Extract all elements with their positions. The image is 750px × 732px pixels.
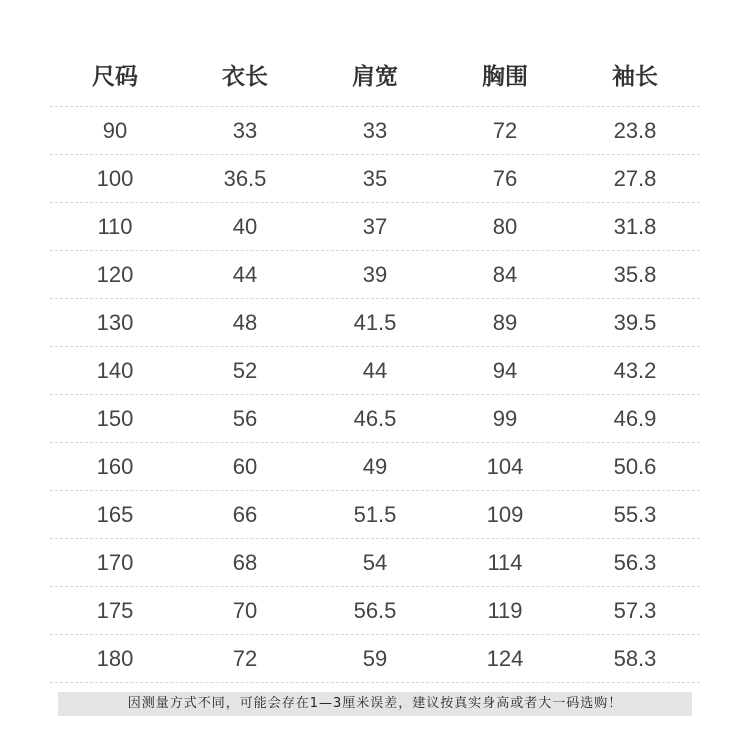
table-row [50,491,700,539]
cell-shoulder: 49 [362,453,388,479]
header-shoulder: 肩宽 [352,63,398,90]
cell-chest: 99 [492,405,518,431]
header-sleeve: 袖长 [612,63,658,90]
cell-sleeve: 35.8 [613,261,657,287]
cell-chest: 119 [487,597,523,623]
cell-length: 52 [232,357,258,383]
cell-sleeve: 57.3 [613,597,657,623]
cell-chest: 72 [492,117,518,143]
table-row [50,251,700,299]
cell-shoulder: 35 [362,165,388,191]
cell-length: 68 [232,549,258,575]
table-row [50,155,700,203]
measurement-note: 因测量方式不同，可能会存在1—3厘米误差，建议按真实身高或者大一码选购！ [58,692,692,716]
cell-sleeve: 43.2 [613,357,657,383]
table-row [50,443,700,491]
cell-shoulder: 54 [362,549,388,575]
cell-shoulder: 44 [362,357,388,383]
cell-sleeve: 46.9 [613,405,657,431]
cell-length: 72 [232,645,258,671]
table-row [50,203,700,251]
cell-chest: 109 [486,501,524,527]
header-chest: 胸围 [482,63,528,90]
table-row [50,107,700,155]
cell-sleeve: 58.3 [613,645,657,671]
cell-length: 70 [232,597,258,623]
cell-length: 33 [232,117,258,143]
cell-size: 165 [96,501,134,527]
cell-size: 110 [97,213,133,239]
cell-shoulder: 33 [362,117,388,143]
cell-sleeve: 31.8 [613,213,657,239]
header-size: 尺码 [92,63,138,90]
table-row [50,299,700,347]
cell-length: 36.5 [223,165,267,191]
cell-shoulder: 59 [362,645,388,671]
table-row [50,539,700,587]
cell-sleeve: 55.3 [613,501,657,527]
cell-length: 48 [232,309,258,335]
cell-length: 60 [232,453,258,479]
cell-sleeve: 56.3 [613,549,657,575]
cell-chest: 84 [492,261,518,287]
cell-size: 120 [96,261,134,287]
cell-chest: 80 [492,213,518,239]
cell-chest: 94 [492,357,518,383]
cell-size: 140 [96,357,134,383]
cell-sleeve: 39.5 [613,309,657,335]
cell-shoulder: 46.5 [353,405,397,431]
cell-chest: 89 [492,309,518,335]
header-length: 衣长 [222,63,268,90]
cell-size: 175 [96,597,134,623]
cell-size: 100 [96,165,134,191]
cell-size: 90 [102,117,128,143]
cell-size: 160 [96,453,134,479]
cell-shoulder: 51.5 [353,501,397,527]
cell-length: 40 [232,213,258,239]
cell-shoulder: 37 [362,213,388,239]
table-header [50,42,700,107]
cell-chest: 124 [486,645,524,671]
cell-size: 180 [96,645,134,671]
cell-length: 56 [232,405,258,431]
table-row [50,347,700,395]
cell-shoulder: 56.5 [353,597,397,623]
cell-shoulder: 41.5 [353,309,397,335]
cell-size: 170 [96,549,134,575]
cell-shoulder: 39 [362,261,388,287]
table-row [50,587,700,635]
table-row [50,395,700,443]
cell-size: 130 [96,309,134,335]
table-row [50,635,700,683]
cell-chest: 114 [487,549,523,575]
cell-length: 66 [232,501,258,527]
cell-sleeve: 50.6 [613,453,657,479]
cell-length: 44 [232,261,258,287]
cell-chest: 76 [492,165,518,191]
cell-sleeve: 23.8 [613,117,657,143]
size-chart-table [50,42,700,683]
cell-chest: 104 [486,453,524,479]
cell-sleeve: 27.8 [613,165,657,191]
cell-size: 150 [96,405,134,431]
